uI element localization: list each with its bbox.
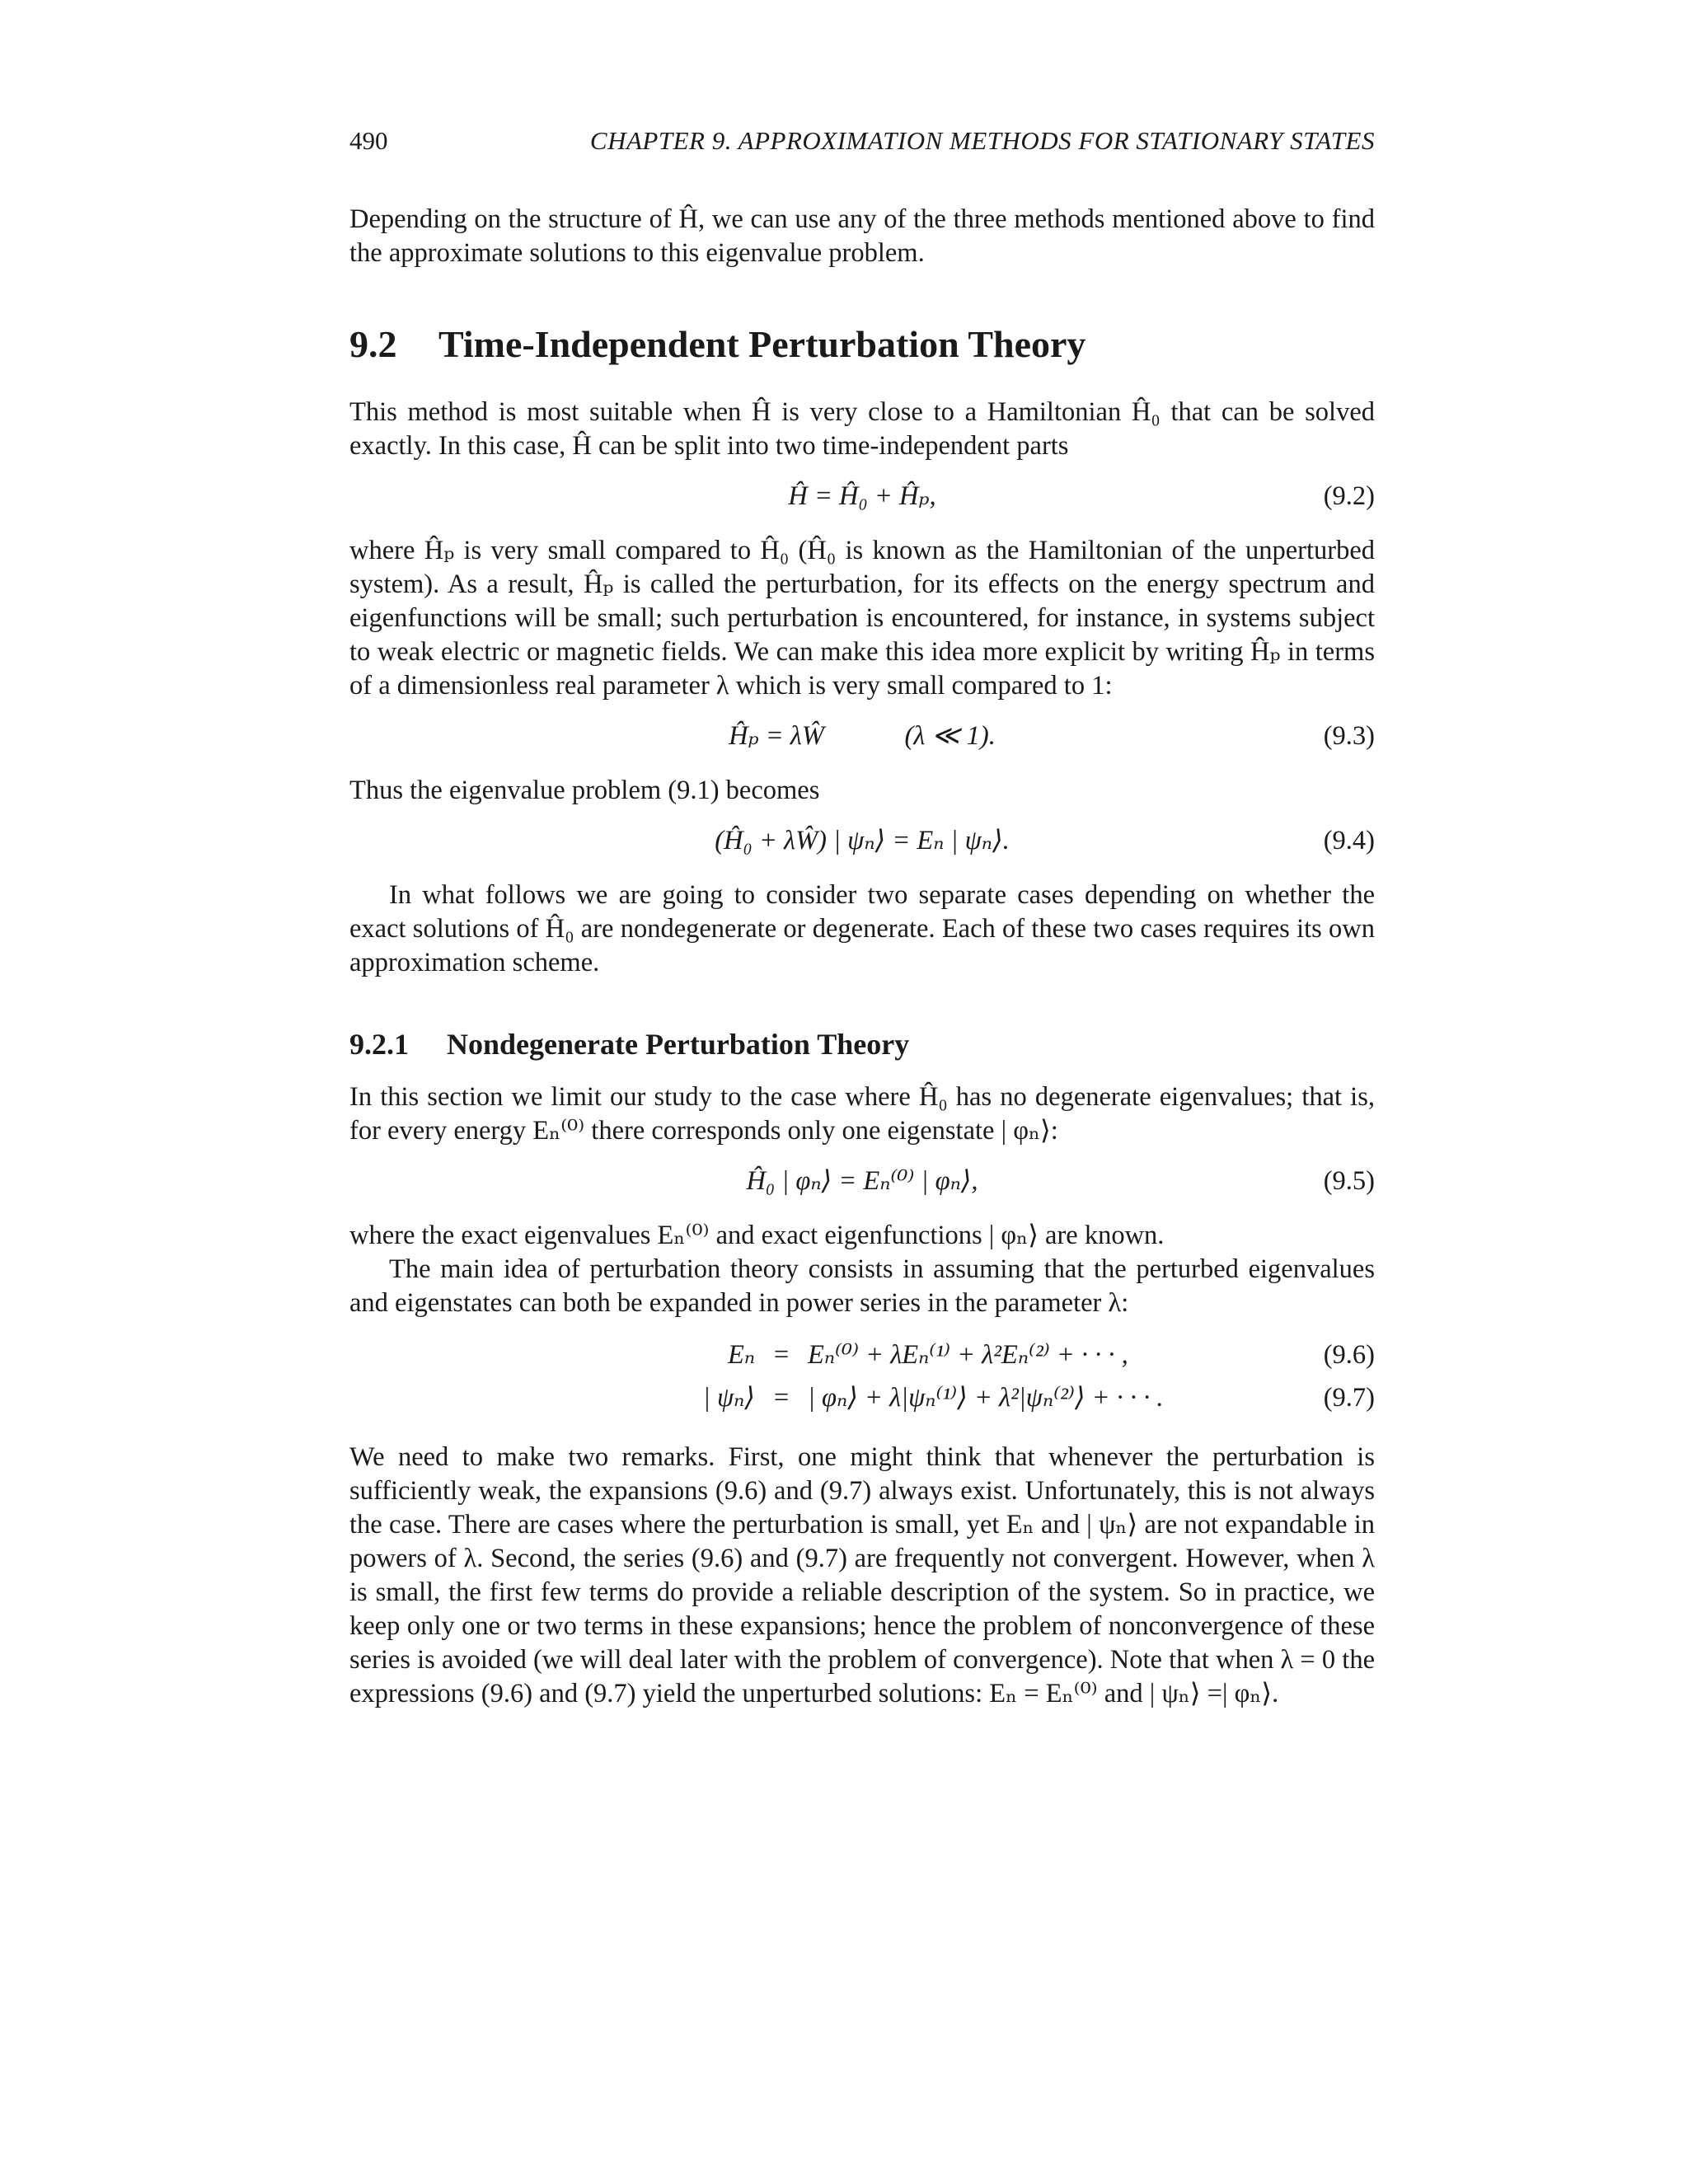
subsection-heading — [349, 1026, 1375, 1062]
subsection-number: 9.2.1 — [349, 1028, 409, 1061]
equation-9-6 — [349, 1338, 1375, 1380]
page — [349, 124, 1375, 1711]
equation-lhs: Eₙ — [727, 1340, 755, 1370]
equation-9-3 — [349, 719, 1375, 757]
equation-number: (9.3) — [1323, 721, 1375, 751]
subsection-paragraph-3: The main idea of perturbation theory consists in assuming that the perturbed eigenvalues and eigenstates can both be expanded in power series in the parameter λ: — [349, 1254, 1375, 1318]
section-heading — [349, 321, 1375, 368]
equation-lhs: | ψₙ⟩ — [702, 1383, 755, 1413]
running-title: CHAPTER 9. APPROXIMATION METHODS FOR STATIONARY STATES — [589, 126, 1375, 155]
equation-number: (9.5) — [1323, 1166, 1375, 1196]
subsection-title: Nondegenerate Perturbation Theory — [447, 1028, 910, 1061]
equation-rhs: | φₙ⟩ + λ|ψₙ⁽¹⁾⟩ + λ²|ψₙ⁽²⁾⟩ + · · · . — [808, 1383, 1164, 1413]
equation-body: Ĥ = Ĥ₀ + Ĥₚ, — [788, 481, 936, 511]
equation-body: Ĥ₀ | φₙ⟩ = Eₙ⁽⁰⁾ | φₙ⟩, — [746, 1166, 978, 1196]
equation-array-9-6-9-7 — [349, 1335, 1375, 1426]
equation-9-5 — [349, 1165, 1375, 1202]
equation-relation: = — [773, 1383, 790, 1413]
section-paragraph-1: This method is most suitable when Ĥ is very close to a Hamiltonian Ĥ₀ that can be solved exactly. In this case, Ĥ can be split into two time-independent parts — [349, 397, 1375, 461]
equation-9-7 — [349, 1381, 1375, 1422]
subsection-paragraph-2: where the exact eigenvalues Eₙ⁽⁰⁾ and exact eigenfunctions | φₙ⟩ are known. — [349, 1221, 1165, 1250]
equation-9-4 — [349, 824, 1375, 862]
equation-rhs: Eₙ⁽⁰⁾ + λEₙ⁽¹⁾ + λ²Eₙ⁽²⁾ + · · · , — [808, 1340, 1128, 1370]
subsection-paragraph-4: We need to make two remarks. First, one might think that whenever the perturbation is sufficiently weak, the expansions (9.6) and (9.7) always exist. Unfortunately, this is not always the case. There are cases where the perturbation is small, yet Eₙ and | ψₙ⟩ are not expandable in powers of λ. Second, the series (9.6) and (9.7) are frequently not convergent. However, when λ is small, the first few terms do provide a reliable description of the system. So in practice, we keep only one or two terms in these expansions; hence the problem of nonconvergence of these series is avoided (we will deal later with the problem of convergence). Note that when λ = 0 the expressions (9.6) and (9.7) yield the unperturbed solutions: Eₙ = Eₙ⁽⁰⁾ and | ψₙ⟩ =| φₙ⟩. — [349, 1442, 1375, 1708]
equation-9-2 — [349, 480, 1375, 518]
equation-number: (9.7) — [1323, 1383, 1375, 1413]
section-paragraph-3: Thus the eigenvalue problem (9.1) becomes — [349, 776, 820, 805]
equation-body: Ĥₚ = λŴ (λ ≪ 1). — [729, 721, 996, 751]
page-number: 490 — [349, 126, 388, 155]
equation-relation: = — [773, 1340, 790, 1370]
section-paragraph-4: In what follows we are going to consider two separate cases depending on whether the exact solutions of Ĥ₀ are nondegenerate or degenerate. Each of these two cases requires its own approximation scheme. — [349, 880, 1375, 977]
equation-number: (9.6) — [1323, 1340, 1375, 1370]
equation-body: (Ĥ₀ + λŴ) | ψₙ⟩ = Eₙ | ψₙ⟩. — [715, 826, 1010, 855]
section-title: Time-Independent Perturbation Theory — [438, 323, 1086, 365]
intro-paragraph: Depending on the structure of Ĥ, we can use any of the three methods mentioned above to find the approximate solutions to this eigenvalue problem. — [349, 204, 1375, 268]
running-head — [349, 124, 1375, 160]
equation-number: (9.2) — [1323, 481, 1375, 511]
equation-number: (9.4) — [1323, 826, 1375, 855]
subsection-paragraph-1: In this section we limit our study to the case where Ĥ₀ has no degenerate eigenvalues; that is, for every energy Eₙ⁽⁰⁾ there corresponds only one eigenstate | φₙ⟩: — [349, 1082, 1375, 1146]
section-number: 9.2 — [349, 323, 397, 365]
section-paragraph-2: where Ĥₚ is very small compared to Ĥ₀ (Ĥ₀ is known as the Hamiltonian of the unperturbed system). As a result, Ĥₚ is called the perturbation, for its effects on the energy spectrum and eigenfunctions will be small; such perturbation is encountered, for instance, in systems subject to weak electric or magnetic fields. We can make this idea more explicit by writing Ĥₚ in terms of a dimensionless real parameter λ which is very small compared to 1: — [349, 536, 1375, 701]
